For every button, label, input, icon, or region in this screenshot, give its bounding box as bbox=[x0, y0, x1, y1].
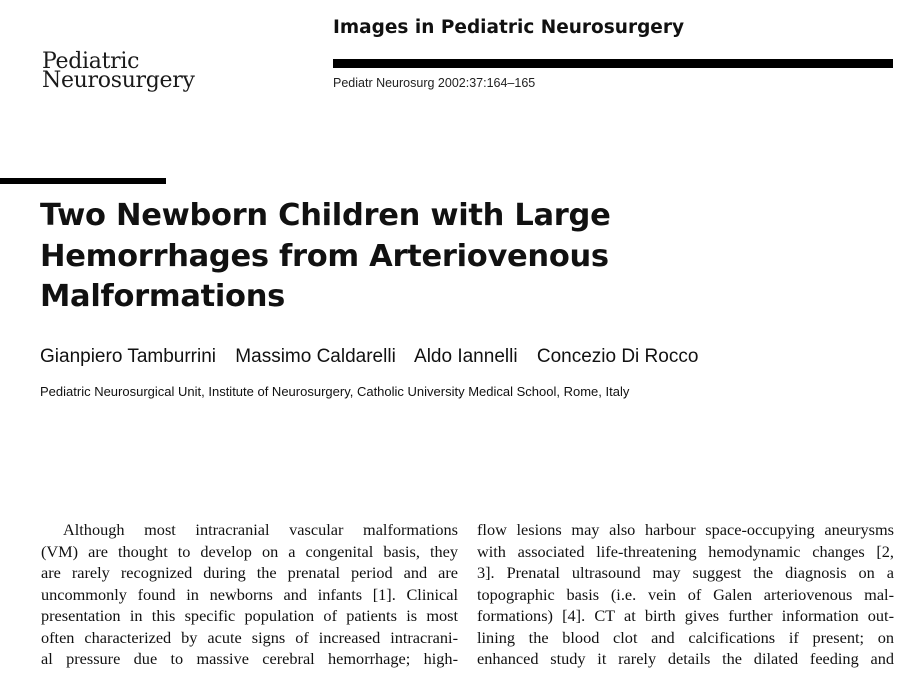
author-affiliation: Pediatric Neurosurgical Unit, Institute of Neurosurgery, Catholic University Medical School, Rome, Italy bbox=[40, 384, 630, 399]
journal-logo bbox=[42, 49, 195, 93]
body-line: al pressure due to massive cerebral hemorrhage; high- bbox=[41, 649, 458, 668]
journal-citation: Pediatr Neurosurg 2002:37:164–165 bbox=[333, 76, 536, 90]
body-line: presentation in this specific population of patients is most bbox=[41, 606, 458, 625]
logo-line-1: Pediatric bbox=[42, 49, 140, 74]
logo-line-2: Neurosurgery bbox=[42, 68, 195, 93]
title-line-2: Hemorrhages from Arteriovenous bbox=[40, 238, 609, 274]
article-title bbox=[40, 196, 860, 318]
body-line: flow lesions may also harbour space-occupying aneurysms bbox=[477, 520, 894, 539]
body-column-right bbox=[477, 519, 894, 670]
body-line: often characterized by acute signs of increased intracrani- bbox=[41, 627, 458, 647]
body-line: with associated life-threatening hemodynamic changes [2, bbox=[477, 541, 894, 561]
body-line: (VM) are thought to develop on a congenital basis, they bbox=[41, 541, 458, 561]
author-name: Gianpiero Tamburrini bbox=[40, 346, 217, 367]
author-name: Concezio Di Rocco bbox=[536, 346, 699, 367]
body-line: formations) [4]. CT at birth gives further information out- bbox=[477, 606, 894, 625]
body-line: Although most intracranial vascular malformations bbox=[63, 520, 458, 539]
body-line: 3]. Prenatal ultrasound may suggest the diagnosis on a bbox=[477, 563, 894, 582]
title-rule bbox=[0, 178, 166, 184]
body-line: lining the blood clot and calcifications if present; on bbox=[477, 627, 894, 647]
body-line: enhanced study it rarely details the dilated feeding and bbox=[477, 649, 894, 668]
section-heading: Images in Pediatric Neurosurgery bbox=[333, 17, 685, 38]
author-name: Massimo Caldarelli bbox=[235, 346, 396, 367]
body-line: topographic basis (i.e. vein of Galen arteriovenous mal- bbox=[477, 584, 894, 604]
author-name: Aldo Iannelli bbox=[414, 346, 518, 367]
header-rule bbox=[333, 59, 893, 68]
title-line-1: Two Newborn Children with Large bbox=[40, 198, 611, 233]
body-line: are rarely recognized during the prenatal period and are bbox=[41, 563, 458, 582]
body-column-left bbox=[41, 519, 458, 670]
author-list bbox=[40, 346, 712, 368]
title-line-3: Malformations bbox=[40, 279, 285, 314]
body-line: uncommonly found in newborns and infants [1]. Clinical bbox=[41, 584, 458, 604]
